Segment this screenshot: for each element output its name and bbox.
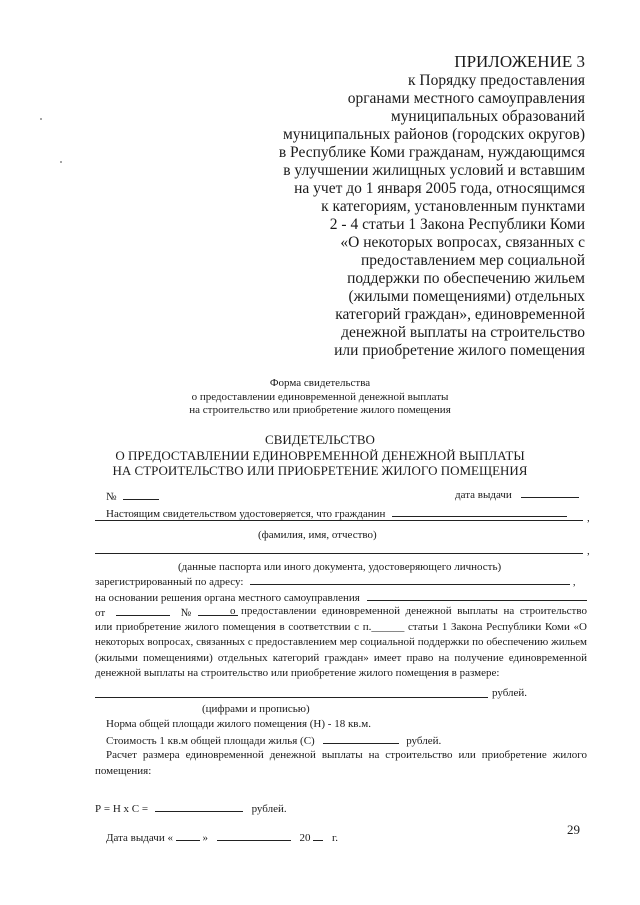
cost-row — [106, 732, 441, 749]
rubles-label: рублей. — [492, 687, 528, 699]
no-label: № — [180, 607, 192, 619]
appendix-line: 2 - 4 статьи 1 Закона Республики Коми — [329, 216, 585, 233]
comma: , — [572, 576, 576, 588]
decision-label: на основании решения органа местного самоуправления — [95, 592, 360, 604]
comma: , — [587, 512, 590, 524]
main-paragraph: о предоставлении единовременной денежной выплаты на строительство или приобретение жилого помещения в соответствии с п.______ статьи 1 Закона Республики Коми «О некоторых вопросах, связанных с предоставлением мер социальной поддержки по обеспечению жильем (жилыми помещениями) отдельных категорий граждан» имеет право на получение единовременной денежной выплаты на строительство или приобретение жилого помещения в размере: — [95, 605, 587, 679]
certificate-title-line: СВИДЕТЕЛЬСТВО — [265, 432, 375, 447]
form-title-line: о предоставлении единовременной денежной выплаты — [191, 390, 449, 403]
issue-date-row — [455, 486, 579, 503]
certify-text: Настоящим свидетельством удостоверяется, что гражданин — [106, 508, 386, 520]
appendix-line: на учет до 1 января 2005 года, относящимся — [294, 180, 585, 197]
appendix-line: «О некоторых вопросах, связанных с — [340, 234, 585, 251]
address-row — [95, 573, 576, 590]
formula-row — [95, 800, 287, 817]
formula-rubles: рублей. — [251, 803, 287, 815]
address-label: зарегистрированный по адресу: — [95, 576, 244, 588]
scan-speck — [60, 161, 62, 163]
calc-text: Расчет размера единовременной денежной выплаты на строительство или приобретение жилого помещения: — [95, 749, 587, 777]
number-label: № — [106, 491, 117, 503]
name-caption: (фамилия, имя, отчество) — [258, 529, 377, 541]
amount-field[interactable] — [95, 697, 488, 698]
issue-date-label: дата выдачи — [455, 489, 512, 501]
issue-year-field[interactable] — [313, 829, 323, 841]
issue-month-field[interactable] — [217, 829, 291, 841]
passport-field[interactable] — [95, 553, 583, 554]
cost-label: Стоимость 1 кв.м общей площади жилья (С) — [106, 735, 315, 747]
formula-field[interactable] — [155, 800, 243, 812]
appendix-line: или приобретение жилого помещения — [334, 342, 585, 359]
appendix-line: предоставлением мер социальной — [360, 252, 585, 269]
appendix-line: категорий граждан», единовременной — [335, 306, 585, 323]
appendix-line: к категориям, установленным пунктами — [321, 198, 585, 215]
issue-date-bottom-row — [106, 829, 338, 846]
quote-close: » — [202, 832, 208, 844]
appendix-line: органами местного самоуправления — [347, 90, 585, 107]
appendix-line: (жилыми помещениями) отдельных — [348, 288, 585, 305]
comma: , — [587, 545, 590, 557]
appendix-line: поддержки по обеспечению жильем — [347, 270, 585, 287]
issue-date-bottom-label: Дата выдачи « — [106, 832, 173, 844]
appendix-line: муниципальных образований — [390, 108, 585, 125]
page-number: 29 — [567, 822, 580, 837]
citizen-name-field[interactable] — [95, 520, 583, 521]
appendix-line: муниципальных районов (городских округов) — [282, 126, 585, 143]
appendix-line: в Республике Коми гражданам, нуждающимся — [278, 144, 585, 161]
certificate-title — [0, 432, 640, 479]
scan-speck — [40, 118, 42, 120]
issue-date-field[interactable] — [521, 486, 579, 498]
number-row — [106, 488, 159, 505]
decision-field[interactable] — [367, 589, 587, 601]
appendix-header — [255, 52, 585, 360]
appendix-line: денежной выплаты на строительство — [341, 324, 585, 341]
citizen-name-field-start[interactable] — [392, 505, 567, 517]
certificate-title-line: О ПРЕДОСТАВЛЕНИИ ЕДИНОВРЕМЕННОЙ ДЕНЕЖНОЙ ВЫПЛАТЫ — [115, 447, 525, 463]
cost-rubles: рублей. — [406, 735, 442, 747]
number-field[interactable] — [123, 488, 159, 500]
certificate-title-line: НА СТРОИТЕЛЬСТВО ИЛИ ПРИОБРЕТЕНИЕ ЖИЛОГО ПОМЕЩЕНИЯ — [112, 463, 528, 478]
year-suffix: г. — [331, 832, 338, 844]
passport-caption: (данные паспорта или иного документа, удостоверяющего личность) — [178, 561, 502, 573]
year-prefix: 20 — [299, 832, 311, 844]
formula-label: Р = Н х С = — [95, 803, 149, 815]
form-title-line: Форма свидетельства — [269, 377, 371, 389]
norm-text: Норма общей площади жилого помещения (Н) - 18 кв.м. — [106, 718, 371, 730]
appendix-title: ПРИЛОЖЕНИЕ 3 — [454, 52, 585, 71]
from-label: от — [95, 607, 106, 619]
amount-caption: (цифрами и прописью) — [202, 703, 310, 715]
cost-field[interactable] — [323, 732, 399, 744]
form-title-line: на строительство или приобретение жилого помещения — [189, 404, 451, 416]
appendix-line: в улучшении жилищных условий и вставшим — [283, 162, 585, 179]
form-title — [0, 377, 640, 418]
issue-day-field[interactable] — [176, 829, 200, 841]
appendix-line: к Порядку предоставления — [408, 72, 585, 89]
address-field[interactable] — [250, 573, 570, 585]
